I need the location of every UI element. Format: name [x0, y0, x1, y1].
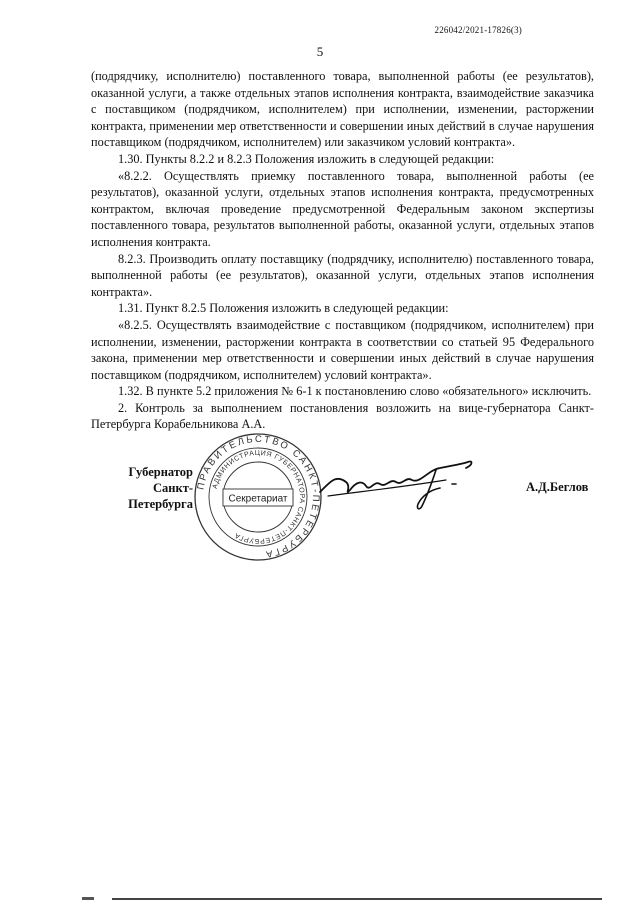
- paragraph: 1.30. Пункты 8.2.2 и 8.2.3 Положения изложить в следующей редакции:: [118, 151, 495, 166]
- official-seal: [193, 432, 323, 562]
- paragraph: «8.2.2. Осуществлять приемку поставленного товара, выполненной работы (ее результатов), оказанной услуги, отдельных этапов исполнения контракта, предусмотренных контрактом, включая проведение предусмотренной Федеральным законом экспертизы поставленного товара, результатов выполненной работы, оказанной услуги, отдельных этапов исполнения контракта.: [91, 168, 594, 249]
- paragraph: «8.2.5. Осуществлять взаимодействие с поставщиком (подрядчиком, исполнителем) при исполнении, изменении, расторжении контракта в соответствии со статьей 95 Федерального закона, применении мер ответственности и совершении иных действий в случае нарушения поставщиком (подрядчиком, исполнителем) условий контракта».: [91, 317, 594, 382]
- document-body: [91, 68, 594, 433]
- scan-artifact: [82, 897, 94, 900]
- paragraph: (подрядчику, исполнителю) поставленного товара, выполненной работы (ее результатов), оказанной услуги, а также отдельных этапов исполнения контракта, взаимодействие заказчика с поставщиком (подрядчиком, исполнителем) при исполнении, изменении, расторжении контракта, применении мер ответственности и совершении иных действий в случае нарушения поставщиком (подрядчиком, исполнителем) или заказчиком условий контракта».: [91, 69, 594, 150]
- handwritten-signature: [316, 446, 476, 516]
- paragraph: 1.32. В пункте 5.2 приложения № 6-1 к постановлению слово «обязательного» исключить.: [118, 384, 592, 399]
- seal-inner-text: АДМИНИСТРАЦИЯ ГУБЕРНАТОРА САНКТ-ПЕТЕРБУРГА: [211, 449, 306, 545]
- paragraph: 2. Контроль за выполнением постановления возложить на вице-губернатора Санкт-Петербурга Корабельникова А.А.: [91, 400, 594, 432]
- bottom-rule: [112, 898, 602, 900]
- signatory-title-line2: Санкт-Петербурга: [128, 481, 193, 511]
- seal-outer-text: ПРАВИТЕЛЬСТВО САНКТ-ПЕТЕРБУРГА: [195, 433, 322, 560]
- signatory-title: [91, 464, 193, 512]
- document-id: 226042/2021-17826(3): [434, 25, 522, 35]
- paragraph: 8.2.3. Производить оплату поставщику (подрядчику, исполнителю) поставленного товара, выполненной работы (ее результатов), оказанной услуги, отдельных этапов исполнения контракта».: [91, 251, 594, 299]
- paragraph: 1.31. Пункт 8.2.5 Положения изложить в следующей редакции:: [118, 301, 449, 316]
- signatory-title-line1: Губернатор: [128, 465, 193, 479]
- page-number: 5: [316, 44, 324, 59]
- seal-center-text: Секретариат: [228, 493, 288, 505]
- signatory-name: А.Д.Беглов: [526, 480, 589, 494]
